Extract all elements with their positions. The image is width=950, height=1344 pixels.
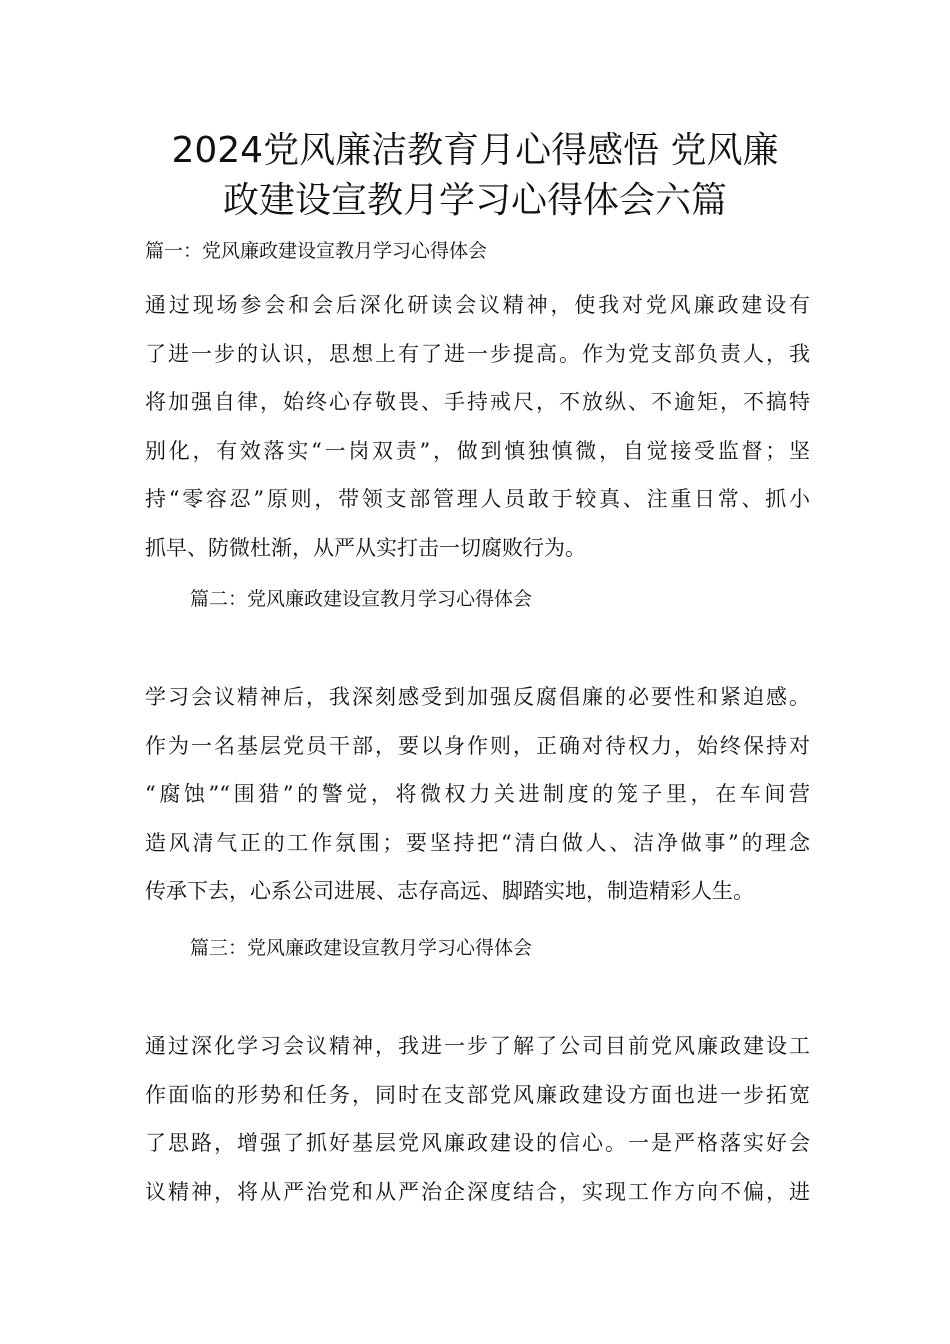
paragraph-line: “腐蚀”“围猎”的警觉，将微权力关进制度的笼子里，在车间营	[145, 782, 810, 806]
section-2-heading: 篇二：党风廉政建设宣教月学习心得体会	[190, 588, 533, 610]
section-3-body	[145, 1022, 810, 1216]
section-1-body	[145, 281, 810, 572]
paragraph-line: 别化，有效落实“一岗双责”，做到慎独慎微，自觉接受监督；坚	[145, 438, 810, 463]
title-line-2: 政建设宣教月学习心得体会六篇	[222, 180, 727, 221]
section-1-heading: 篇一：党风廉政建设宣教月学习心得体会	[145, 240, 488, 262]
paragraph-line: 通过现场参会和会后深化研读会议精神，使我对党风廉政建设有	[145, 293, 810, 317]
paragraph-line: 将加强自律，始终心存敬畏、手持戒尺，不放纵、不逾矩，不搞特	[145, 390, 810, 414]
paragraph-line: 抓早、防微杜渐，从严从实打击一切腐败行为。	[145, 535, 586, 560]
paragraph-line: 造风清气正的工作氛围；要坚持把“清白做人、洁净做事”的理念	[145, 830, 810, 855]
paragraph-line: 通过深化学习会议精神，我进一步了解了公司目前党风廉政建设工	[145, 1034, 810, 1058]
paragraph-line: 学习会议精神后，我深刻感受到加强反腐倡廉的必要性和紧迫感。	[145, 685, 810, 709]
paragraph-line: 议精神，将从严治党和从严治企深度结合，实现工作方向不偏，进	[145, 1179, 810, 1204]
paragraph-line: 了思路，增强了抓好基层党风廉政建设的信心。一是严格落实好会	[145, 1131, 810, 1155]
paragraph-line: 作面临的形势和任务，同时在支部党风廉政建设方面也进一步拓宽	[145, 1082, 810, 1107]
document-title	[100, 126, 850, 226]
paragraph-line: 作为一名基层党员干部，要以身作则，正确对待权力，始终保持对	[145, 733, 810, 758]
paragraph-line: 持“零容忍”原则，带领支部管理人员敢于较真、注重日常、抓小	[145, 487, 810, 511]
title-line-1: 2024党风廉洁教育月心得感悟 党风廉	[171, 130, 779, 171]
paragraph-line: 传承下去，心系公司进展、志存高远、脚踏实地，制造精彩人生。	[145, 879, 754, 903]
paragraph-line: 了进一步的认识，思想上有了进一步提高。作为党支部负责人，我	[145, 341, 810, 366]
section-2-body	[145, 673, 810, 916]
section-3-heading: 篇三：党风廉政建设宣教月学习心得体会	[190, 937, 533, 959]
